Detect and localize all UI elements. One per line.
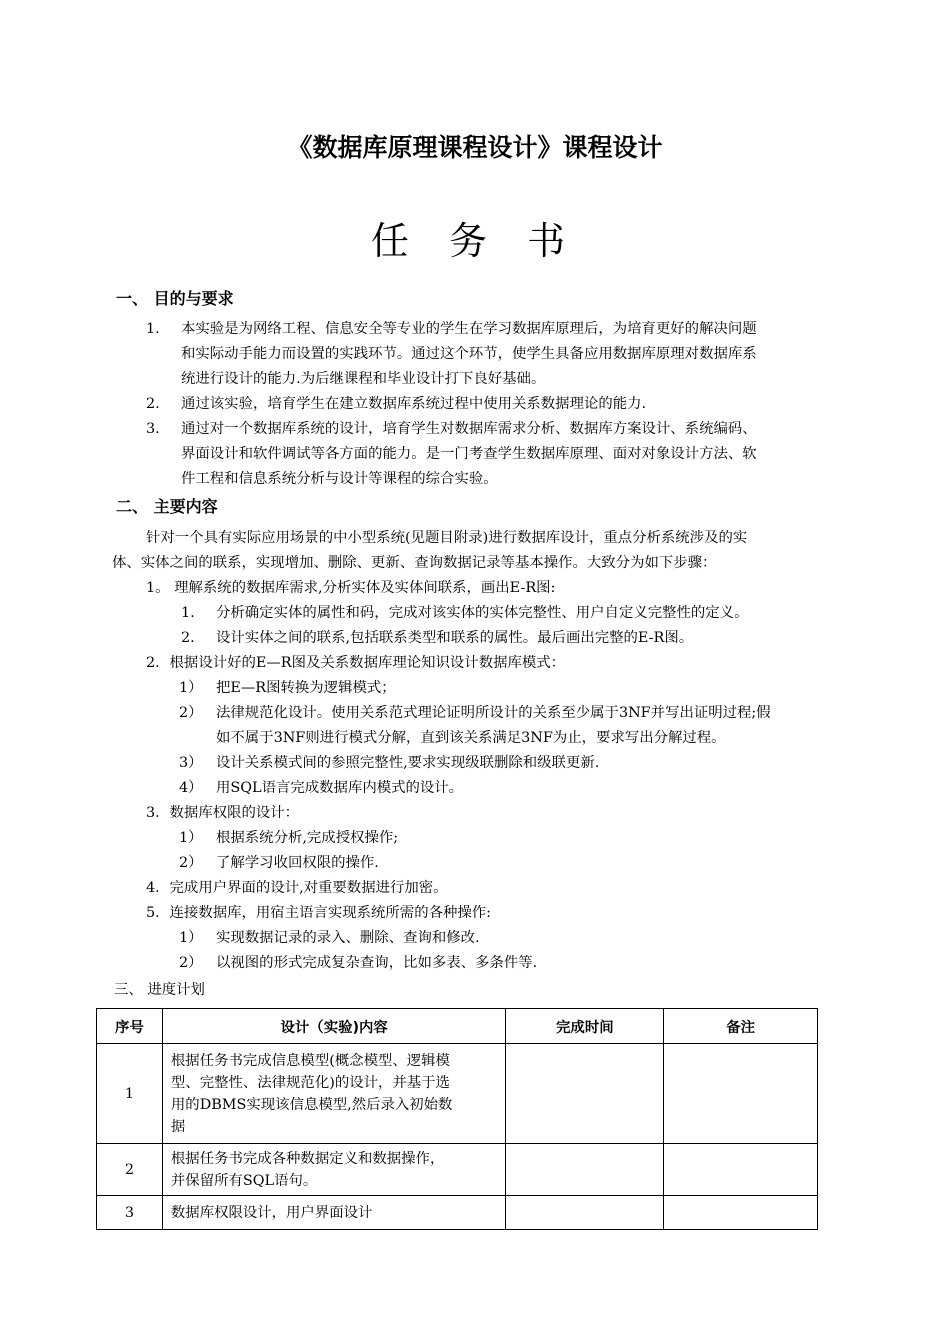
section-heading-content: 二、 主要内容 xyxy=(116,497,218,516)
row-content xyxy=(162,1196,506,1230)
row-note xyxy=(664,1196,818,1230)
sub-item-number: 1） xyxy=(179,930,203,946)
row-time xyxy=(506,1144,664,1196)
document-subtitle: 任 务 书 xyxy=(370,219,580,263)
paragraph-line: 针对一个具有实际应用场景的中小型系统(见题目附录)进行数据库设计，重点分析系统涉及的实 xyxy=(146,530,748,546)
sub-item-number: 1） xyxy=(179,830,203,846)
step-label: 2．根据设计好的E—R图及关系数据库理论知识设计数据库模式： xyxy=(146,655,566,671)
sub-item-number: 1. xyxy=(181,605,195,621)
sub-item-text: 设计实体之间的联系,包括联系类型和联系的属性。最后画出完整的E-R图。 xyxy=(216,630,694,646)
sub-item-number: 2. xyxy=(181,630,195,646)
list-item-line: 和实际动手能力而设置的实践环节。通过这个环节，使学生具备应用数据库原理对数据库系 xyxy=(181,346,757,362)
sub-item-text: 根据系统分析,完成授权操作; xyxy=(216,830,399,846)
sub-item-number: 4） xyxy=(179,780,203,796)
sub-item-text: 法律规范化设计。使用关系范式理论证明所设计的关系至少属于3NF并写出证明过程;假 xyxy=(216,705,771,721)
table-header-row xyxy=(97,1009,818,1044)
row-content-line: 据 xyxy=(170,1118,186,1135)
step-label: 5．连接数据库，用宿主语言实现系统所需的各种操作: xyxy=(146,905,491,921)
sub-item-text: 实现数据记录的录入、删除、查询和修改. xyxy=(216,930,480,946)
list-item-line: 本实验是为网络工程、信息安全等专业的学生在学习数据库原理后，为培育更好的解决问题 xyxy=(181,321,757,337)
sub-item-number: 1） xyxy=(179,680,203,696)
list-item-line: 统进行设计的能力.为后继课程和毕业设计打下良好基础。 xyxy=(181,371,546,387)
schedule-table xyxy=(96,1008,818,1230)
section-heading-goals: 一、 目的与要求 xyxy=(116,289,234,308)
row-note xyxy=(664,1044,818,1144)
sub-item-number: 3） xyxy=(179,755,203,771)
step-label: 4．完成用户界面的设计,对重要数据进行加密。 xyxy=(146,880,448,896)
section-heading-schedule: 三、 进度计划 xyxy=(114,982,205,998)
row-content-line: 型、完整性、法律规范化)的设计，并基于选 xyxy=(170,1074,450,1091)
table-row xyxy=(97,1196,818,1230)
list-item-line: 通过对一个数据库系统的设计，培育学生对数据库需求分析、数据库方案设计、系统编码、 xyxy=(181,421,757,437)
sub-item-text: 用SQL语言完成数据库内模式的设计。 xyxy=(216,780,464,796)
row-content-line: 数据库权限设计，用户界面设计 xyxy=(170,1204,373,1221)
row-content xyxy=(162,1044,506,1144)
column-header-sn: 序号 xyxy=(97,1009,163,1044)
row-time xyxy=(506,1196,664,1230)
sub-item-text: 以视图的形式完成复杂查询，比如多表、多条件等. xyxy=(216,955,538,971)
row-content-line: 并保留所有SQL语句。 xyxy=(170,1172,318,1189)
sub-item-text: 了解学习收回权限的操作. xyxy=(216,855,379,871)
row-note xyxy=(664,1144,818,1196)
sub-item-text: 把E—R图转换为逻辑模式； xyxy=(216,680,396,696)
step-label: 1。 理解系统的数据库需求,分析实体及实体间联系，画出E-R图: xyxy=(146,580,556,596)
sub-item-text: 设计关系模式间的参照完整性,要求实现级联删除和级联更新. xyxy=(216,755,600,771)
document-title: 《数据库原理课程设计》课程设计 xyxy=(287,133,663,162)
list-item-line: 件工程和信息系统分析与设计等课程的综合实验。 xyxy=(181,471,498,487)
table-row xyxy=(97,1144,818,1196)
row-content-line: 根据任务书完成各种数据定义和数据操作， xyxy=(170,1150,445,1167)
row-number: 2 xyxy=(97,1144,163,1196)
row-content-line: 根据任务书完成信息模型(概念模型、逻辑模 xyxy=(170,1052,450,1069)
column-header-content: 设计（实验)内容 xyxy=(162,1009,506,1044)
sub-item-number: 2） xyxy=(179,855,203,871)
row-content-line: 用的DBMS实现该信息模型,然后录入初始数 xyxy=(170,1096,453,1113)
step-label: 3．数据库权限的设计： xyxy=(146,805,300,821)
sub-item-text: 分析确定实体的属性和码，完成对该实体的实体完整性、用户自定义完整性的定义。 xyxy=(216,605,749,621)
column-header-time: 完成时间 xyxy=(506,1009,664,1044)
list-item-number: 3. xyxy=(146,421,160,437)
list-item-number: 2. xyxy=(146,396,160,412)
row-number: 3 xyxy=(97,1196,163,1230)
paragraph-line: 体、实体之间的联系，实现增加、删除、更新、查询数据记录等基本操作。大致分为如下步骤： xyxy=(112,555,717,571)
list-item-line: 界面设计和软件调试等各方面的能力。是一门考查学生数据库原理、面对对象设计方法、软 xyxy=(181,446,757,462)
row-number: 1 xyxy=(97,1044,163,1144)
list-item-line: 通过该实验，培育学生在建立数据库系统过程中使用关系数据理论的能力. xyxy=(181,396,647,412)
sub-item-text: 如不属于3NF则进行模式分解，直到该关系满足3NF为止，要求写出分解过程。 xyxy=(216,730,726,746)
sub-item-number: 2） xyxy=(179,705,203,721)
list-item-number: 1. xyxy=(146,321,160,337)
sub-item-number: 2） xyxy=(179,955,203,971)
table-row xyxy=(97,1044,818,1144)
column-header-note: 备注 xyxy=(664,1009,818,1044)
row-content xyxy=(162,1144,506,1196)
row-time xyxy=(506,1044,664,1144)
